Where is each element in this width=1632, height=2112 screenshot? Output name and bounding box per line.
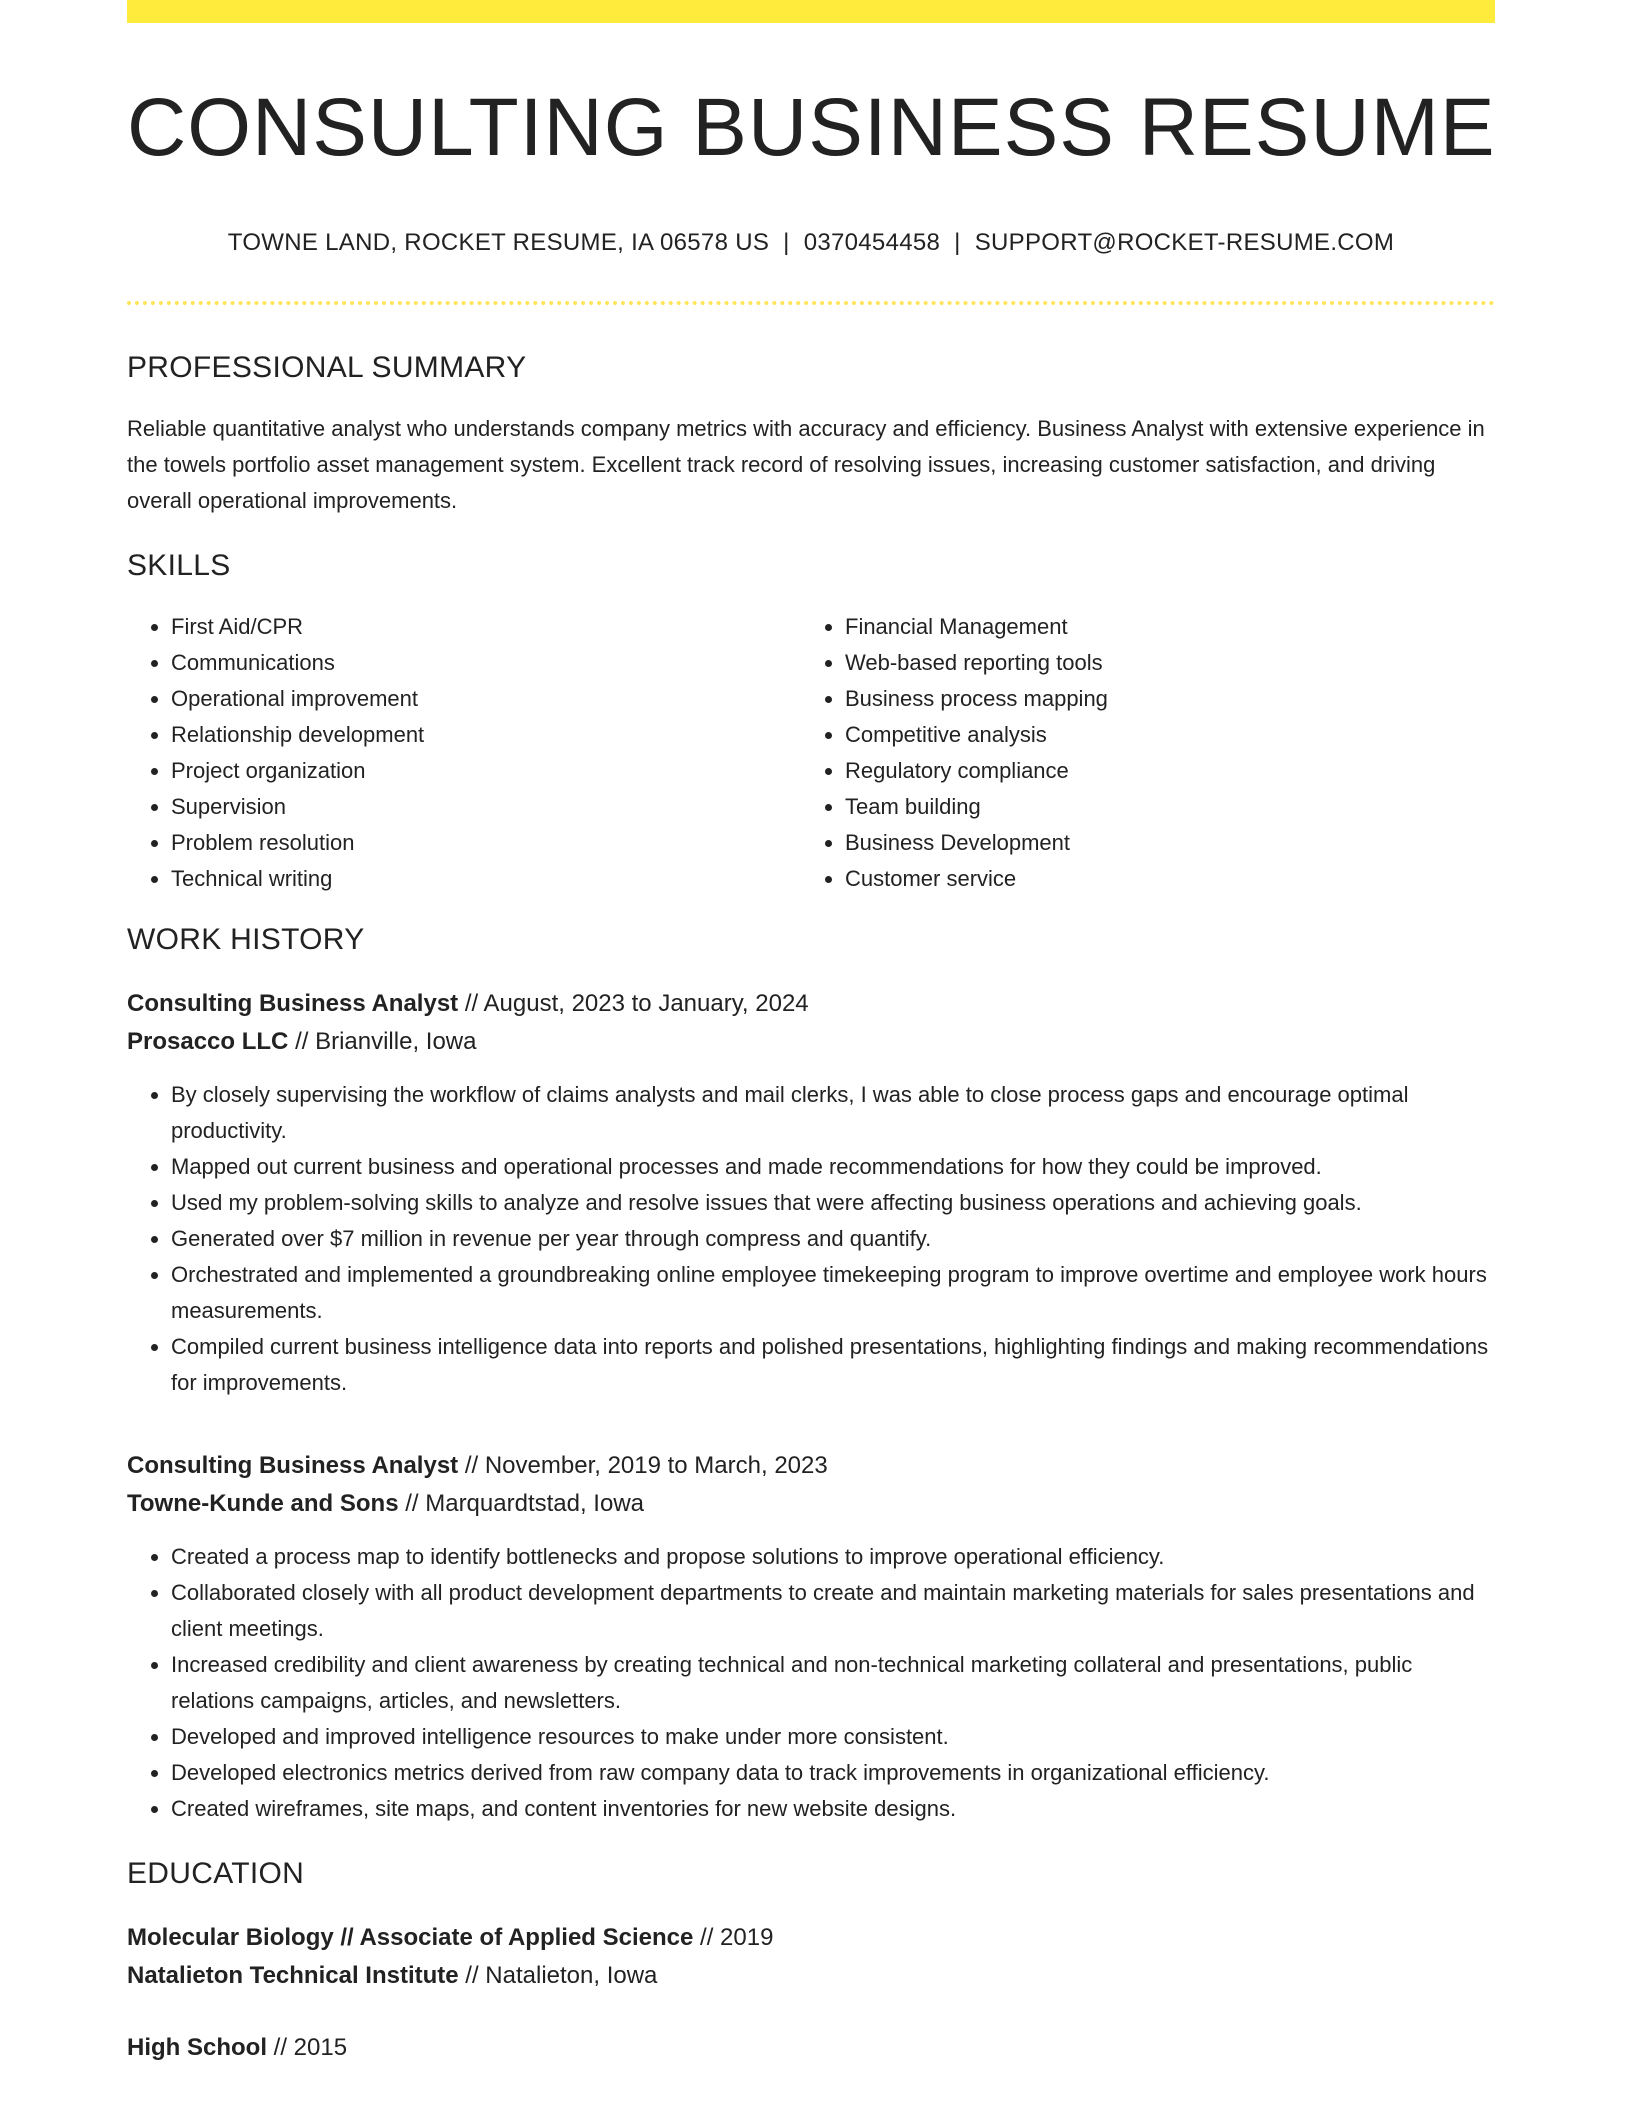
job-company: Towne-Kunde and Sons (127, 1490, 399, 1517)
job-bullet: • Developed and improved intelligence resources to make under more consistent. (171, 1719, 1495, 1755)
contact-phone: 0370454458 (803, 229, 941, 256)
skill-item: • Project organization (171, 753, 801, 789)
job-company-line (127, 1023, 1495, 1061)
skill-item: • Relationship development (171, 717, 801, 753)
job-bullets (127, 1077, 1495, 1401)
job-bullet: • Increased credibility and client awareness by creating technical and non-technical marketing collateral and presentations, public relations campaigns, articles, and newsletters. (171, 1647, 1495, 1719)
education-degree-line (127, 1919, 1495, 1957)
skill-item: • Supervision (171, 789, 801, 825)
skill-item: • Business Development (845, 825, 1475, 861)
contact-line (127, 229, 1495, 257)
skill-item: • Technical writing (171, 861, 801, 897)
job-bullet: • Orchestrated and implemented a groundbreaking online employee timekeeping program to improve overtime and employee work hours measurements. (171, 1257, 1495, 1329)
education-entry (127, 2029, 1495, 2067)
job-entry (127, 985, 1495, 1401)
job-title-line (127, 985, 1495, 1023)
skill-item: • Business process mapping (845, 681, 1475, 717)
skill-item: • Web-based reporting tools (845, 645, 1475, 681)
job-bullet: • Developed electronics metrics derived from raw company data to track improvements in organizational efficiency. (171, 1755, 1495, 1791)
job-entry (127, 1447, 1495, 1827)
summary-text: Reliable quantitative analyst who understands company metrics with accuracy and efficiency. Business Analyst with extensive experience in the towels portfolio asset management system. Excellent track record of resolving issues, increasing customer satisfaction, and driving overall operational improvements. (127, 416, 1485, 513)
job-bullet: • Generated over $7 million in revenue per year through compress and quantify. (171, 1221, 1495, 1257)
skills-list (127, 609, 1495, 897)
resume-page (127, 0, 1495, 2067)
skills-column-left (127, 609, 801, 897)
dotted-divider (127, 301, 1495, 305)
skill-item: • Customer service (845, 861, 1475, 897)
contact-separator: | (954, 229, 961, 256)
work-history-heading: WORK HISTORY (127, 923, 365, 956)
education-heading: EDUCATION (127, 1857, 305, 1890)
job-title-line (127, 1447, 1495, 1485)
summary-heading: PROFESSIONAL SUMMARY (127, 351, 527, 384)
job-bullet: • Created wireframes, site maps, and content inventories for new website designs. (171, 1791, 1495, 1827)
job-company-line (127, 1485, 1495, 1523)
skill-item: • Regulatory compliance (845, 753, 1475, 789)
job-location: // Marquardtstad, Iowa (405, 1490, 644, 1517)
job-bullet: • Created a process map to identify bottlenecks and propose solutions to improve operational efficiency. (171, 1539, 1495, 1575)
job-bullet: • Collaborated closely with all product development departments to create and maintain marketing materials for sales presentations and client meetings. (171, 1575, 1495, 1647)
job-location: // Brianville, Iowa (295, 1028, 477, 1055)
education-location: // Natalieton, Iowa (465, 1962, 658, 1989)
education-degree: High School (127, 2034, 267, 2061)
skill-item: • Communications (171, 645, 801, 681)
skill-item: • Problem resolution (171, 825, 801, 861)
job-dates: // November, 2019 to March, 2023 (464, 1452, 828, 1479)
job-bullet: • Compiled current business intelligence data into reports and polished presentations, highlighting findings and making recommendations for improvements. (171, 1329, 1495, 1401)
contact-email: SUPPORT@ROCKET-RESUME.COM (974, 229, 1395, 256)
education-school-line (127, 1957, 1495, 1995)
education-year: // 2019 (700, 1924, 774, 1951)
contact-address: TOWNE LAND, ROCKET RESUME, IA 06578 US (227, 229, 770, 256)
skill-item: • First Aid/CPR (171, 609, 801, 645)
job-bullet: • Used my problem-solving skills to analyze and resolve issues that were affecting business operations and achieving goals. (171, 1185, 1495, 1221)
education-entry (127, 1919, 1495, 1995)
job-title: Consulting Business Analyst (127, 1452, 459, 1479)
resume-title: CONSULTING BUSINESS RESUME (127, 82, 1496, 173)
job-dates: // August, 2023 to January, 2024 (464, 990, 809, 1017)
education-degree-line (127, 2029, 1495, 2067)
skills-heading: SKILLS (127, 549, 231, 582)
skill-item: • Team building (845, 789, 1475, 825)
accent-bar (127, 0, 1495, 23)
skill-item: • Competitive analysis (845, 717, 1475, 753)
job-company: Prosacco LLC (127, 1028, 289, 1055)
education-year: // 2015 (273, 2034, 348, 2061)
education-degree: Molecular Biology // Associate of Applied Science (127, 1924, 694, 1951)
skill-item: • Financial Management (845, 609, 1475, 645)
education-school: Natalieton Technical Institute (127, 1962, 459, 1989)
job-title: Consulting Business Analyst (127, 990, 459, 1017)
job-bullets (127, 1539, 1495, 1827)
skill-item: • Operational improvement (171, 681, 801, 717)
job-bullet: • Mapped out current business and operational processes and made recommendations for how they could be improved. (171, 1149, 1495, 1185)
contact-separator: | (783, 229, 790, 256)
skills-column-right (801, 609, 1475, 897)
job-bullet: • By closely supervising the workflow of claims analysts and mail clerks, I was able to close process gaps and encourage optimal productivity. (171, 1077, 1495, 1149)
